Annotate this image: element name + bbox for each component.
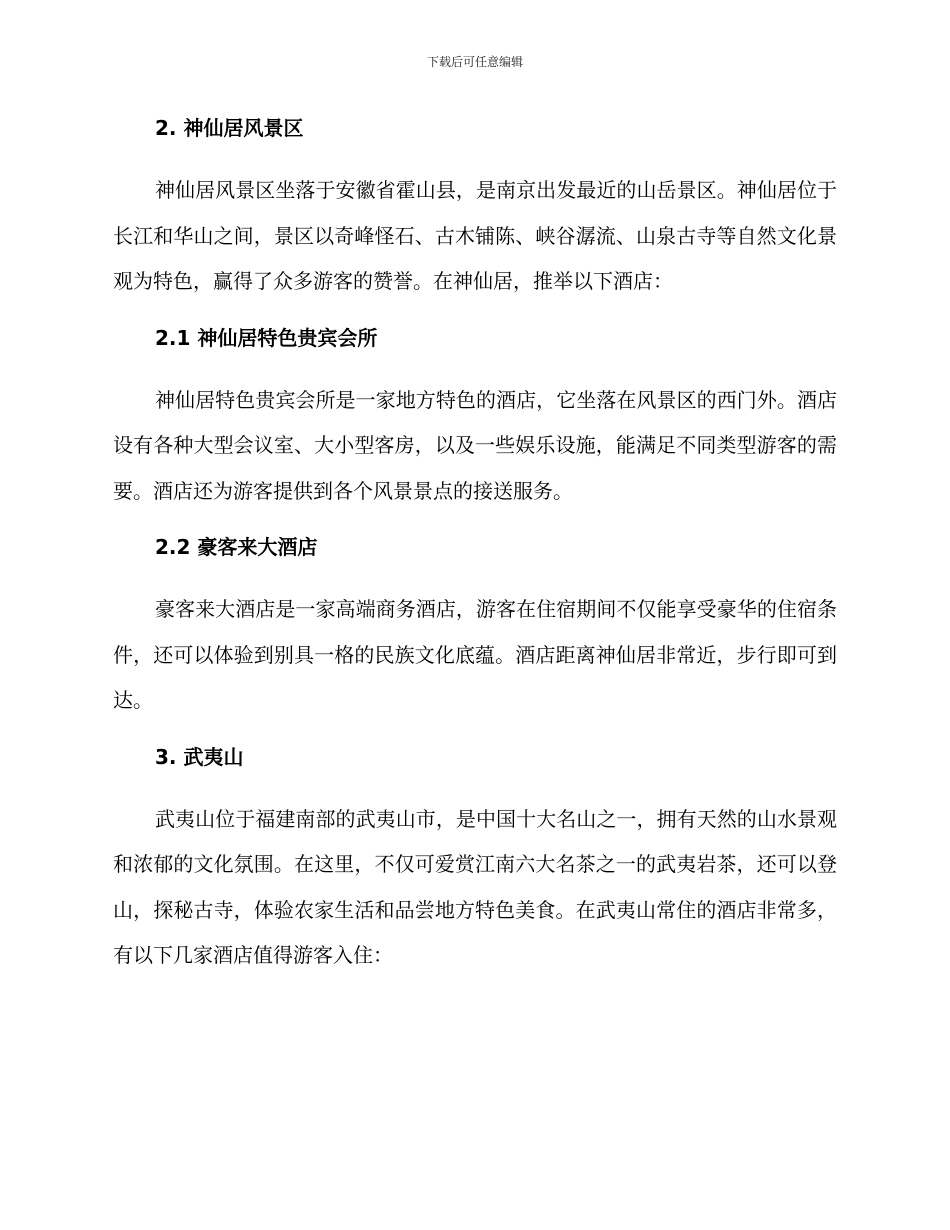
section-paragraph: 武夷山位于福建南部的武夷山市，是中国十大名山之一，拥有天然的山水景观和浓郁的文化氛围。在这里，不仅可爱赏江南六大名茶之一的武夷岩茶，还可以登山，探秘古寺，体验农家生活和品尝地方特色美食。在武夷山常住的酒店非常多，有以下几家酒店值得游客入住： xyxy=(113,806,837,967)
section-heading: 2.1 神仙居特色贵宾会所 xyxy=(155,325,378,350)
document-body xyxy=(113,112,837,979)
section-paragraph: 豪客来大酒店是一家高端商务酒店，游客在住宿期间不仅能享受豪华的住宿条件，还可以体验到别具一格的民族文化底蕴。酒店距离神仙居非常近，步行即可到达。 xyxy=(113,597,837,712)
section-heading: 3. 武夷山 xyxy=(155,744,244,769)
section-heading: 2. 神仙居风景区 xyxy=(155,116,304,140)
section-paragraph: 神仙居风景区坐落于安徽省霍山县，是南京出发最近的山岳景区。神仙居位于长江和华山之间，景区以奇峰怪石、古木铺陈、峡谷潺流、山泉古寺等自然文化景观为特色，赢得了众多游客的赞誉。在神仙居，推举以下酒店： xyxy=(113,178,837,293)
section-paragraph: 神仙居特色贵宾会所是一家地方特色的酒店，它坐落在风景区的西门外。酒店设有各种大型会议室、大小型客房，以及一些娱乐设施，能满足不同类型游客的需要。酒店还为游客提供到各个风景景点的接送服务。 xyxy=(113,387,837,503)
page-header: 下载后可任意编辑 xyxy=(426,55,523,69)
section-heading: 2.2 豪客来大酒店 xyxy=(155,535,318,559)
